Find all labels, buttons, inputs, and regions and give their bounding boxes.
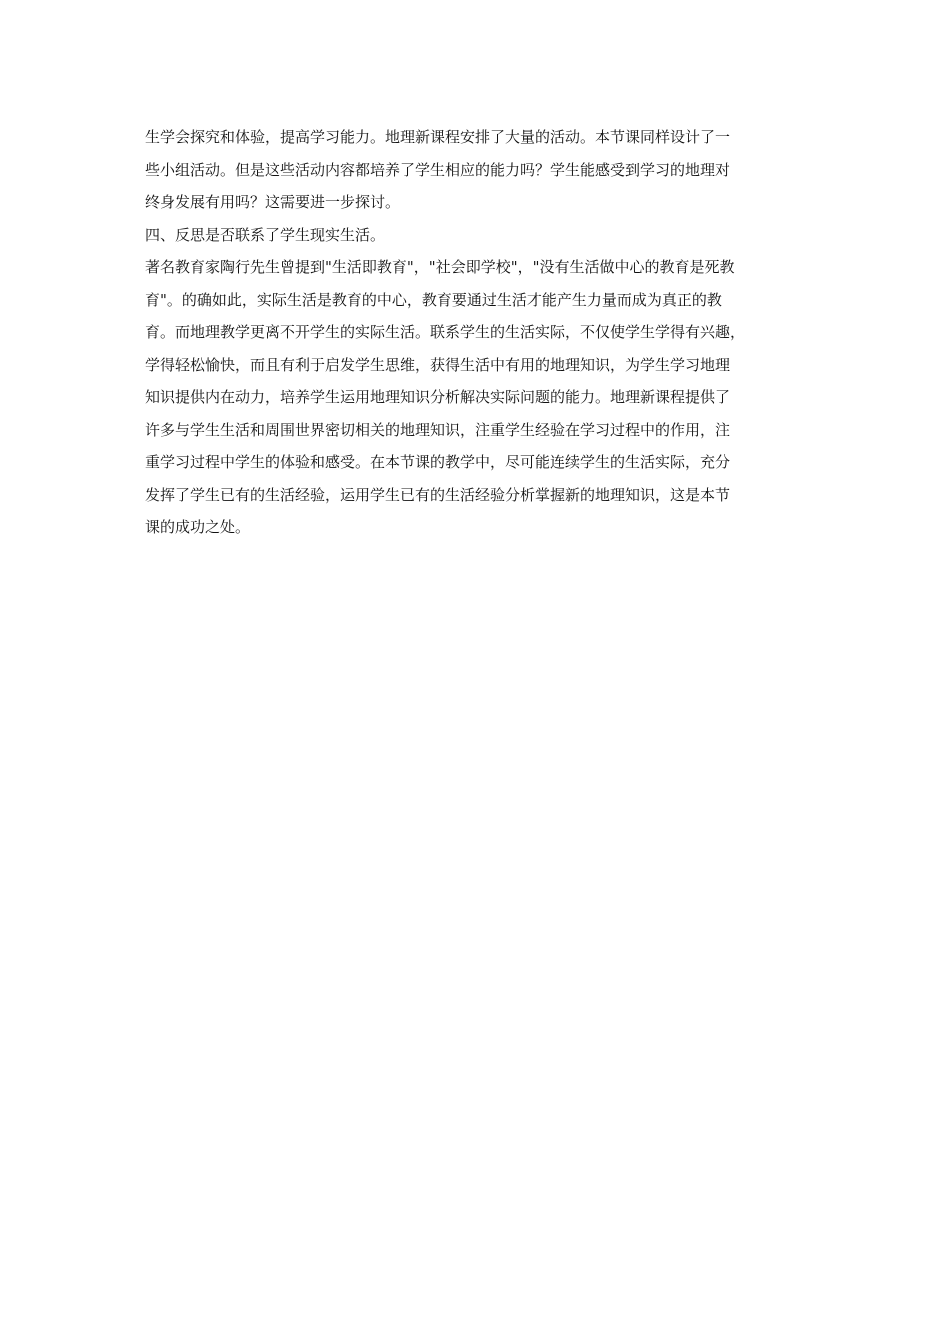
text-line: 重学习过程中学生的体验和感受。在本节课的教学中，尽可能连续学生的生活实际，充分	[145, 453, 731, 471]
text-line: 育"。的确如此，实际生活是教育的中心，教育要通过生活才能产生力量而成为真正的教	[145, 290, 722, 309]
text-line: 生学会探究和体验，提高学习能力。地理新课程安排了大量的活动。本节课同样设计了一	[145, 128, 731, 146]
text-line: 学得轻松愉快，而且有利于启发学生思维，获得生活中有用的地理知识，为学生学习地理	[145, 355, 731, 374]
text-line: 些小组活动。但是这些活动内容都培养了学生相应的能力吗？学生能感受到学习的地理对	[145, 160, 731, 179]
text-line: 课的成功之处。	[145, 518, 251, 536]
text-line: 发挥了学生已有的生活经验，运用学生已有的生活经验分析掌握新的地理知识，这是本节	[145, 485, 731, 504]
text-line: 知识提供内在动力，培养学生运用地理知识分析解决实际问题的能力。地理新课程提供了	[145, 388, 731, 406]
section-heading: 四、反思是否联系了学生现实生活。	[145, 225, 386, 244]
body-text	[145, 121, 810, 544]
text-line: 育。而地理教学更离不开学生的实际生活。联系学生的生活实际，不仅使学生学得有兴趣，	[145, 323, 746, 341]
text-line: 许多与学生生活和周围世界密切相关的地理知识，注重学生经验在学习过程中的作用，注	[145, 420, 731, 439]
text-line: 终身发展有用吗？这需要进一步探讨。	[145, 193, 401, 211]
text-line: 著名教育家陶行先生曾提到"生活即教育"，"社会即学校"，"没有生活做中心的教育是死教	[145, 258, 735, 276]
